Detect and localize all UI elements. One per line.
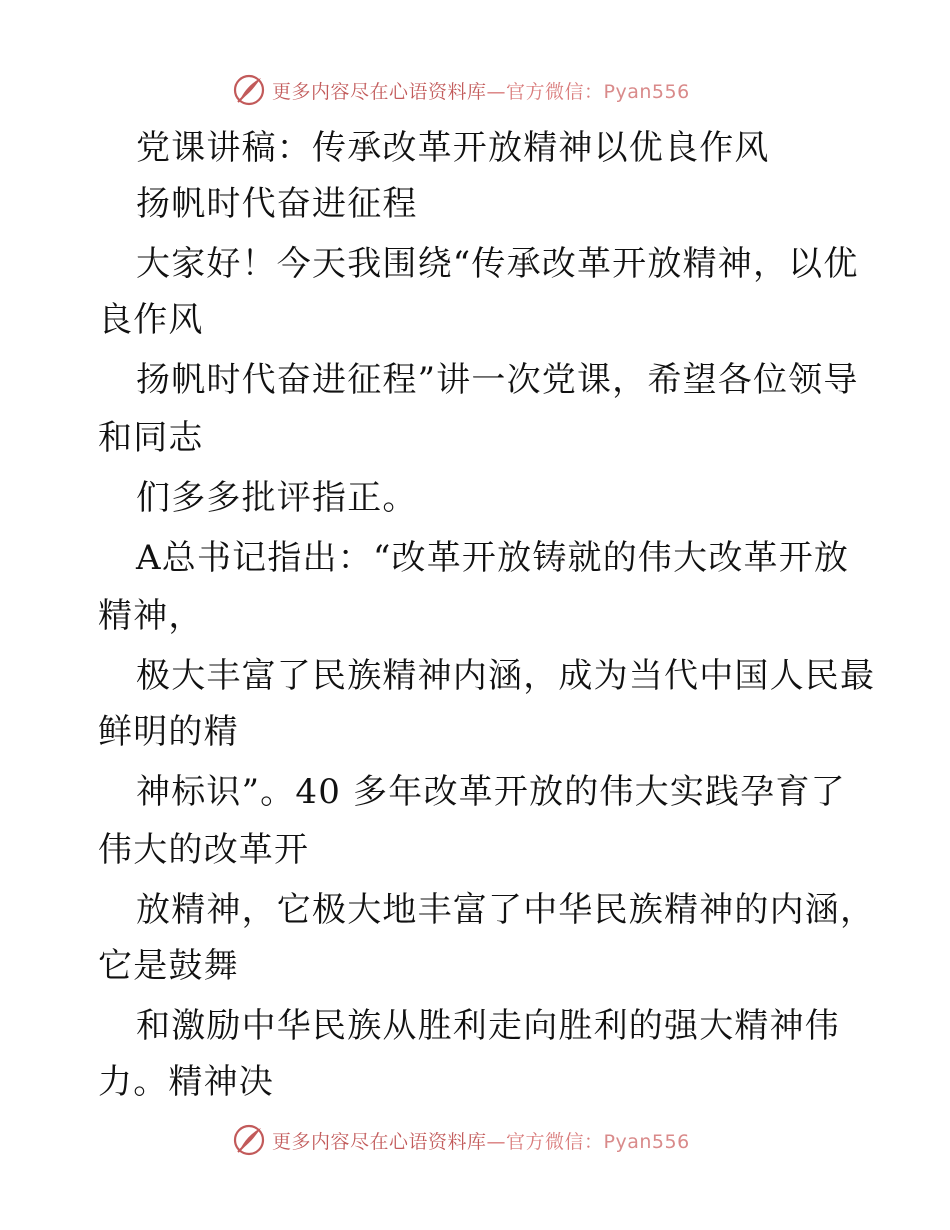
paragraph-line: 良作风 — [98, 300, 204, 340]
watermark-mid: 官方微信： — [506, 1130, 604, 1153]
paragraph-line: 扬帆时代奋进征程”讲一次党课，希望各位领导 — [136, 360, 859, 400]
paragraph-line: 极大丰富了民族精神内涵，成为当代中国人民最 — [136, 656, 876, 696]
paragraph-line: 神标识”。40 多年改革开放的伟大实践孕育了 — [136, 772, 846, 812]
doc-title-line-2: 扬帆时代奋进征程 — [136, 184, 418, 224]
feather-pen-circle-icon — [232, 1123, 266, 1157]
watermark-main: 更多内容尽在心语资料库 — [272, 1130, 487, 1153]
watermark-wechat-id: Pyan556 — [603, 80, 690, 103]
paragraph-line: 放精神，它极大地丰富了中华民族精神的内涵， — [136, 890, 876, 930]
paragraph-line: 它是鼓舞 — [98, 946, 239, 986]
paragraph-line: 伟大的改革开 — [98, 830, 310, 870]
paragraph-line: 和激励中华民族从胜利走向胜利的强大精神伟 — [136, 1006, 840, 1046]
watermark-wechat-id: Pyan556 — [603, 1130, 690, 1153]
watermark-mid: 官方微信： — [506, 80, 604, 103]
paragraph-line: 鲜明的精 — [98, 712, 239, 752]
paragraph-line: 大家好！今天我围绕“传承改革开放精神，以优 — [136, 244, 859, 284]
watermark-main: 更多内容尽在心语资料库 — [272, 80, 487, 103]
doc-title-line-1: 党课讲稿：传承改革开放精神以优良作风 — [136, 128, 770, 168]
paragraph-line: 们多多批评指正。 — [136, 478, 418, 518]
paragraph-line: 力。精神决 — [98, 1062, 274, 1102]
paragraph-line: A总书记指出：“改革开放铸就的伟大改革开放 — [136, 538, 850, 578]
watermark-dash: — — [486, 80, 507, 103]
footer-watermark — [232, 1120, 690, 1160]
paragraph-line: 和同志 — [98, 418, 204, 458]
paragraph-line: 精神， — [98, 596, 204, 636]
watermark-dash: — — [486, 1130, 507, 1153]
watermark-text — [272, 1127, 690, 1154]
